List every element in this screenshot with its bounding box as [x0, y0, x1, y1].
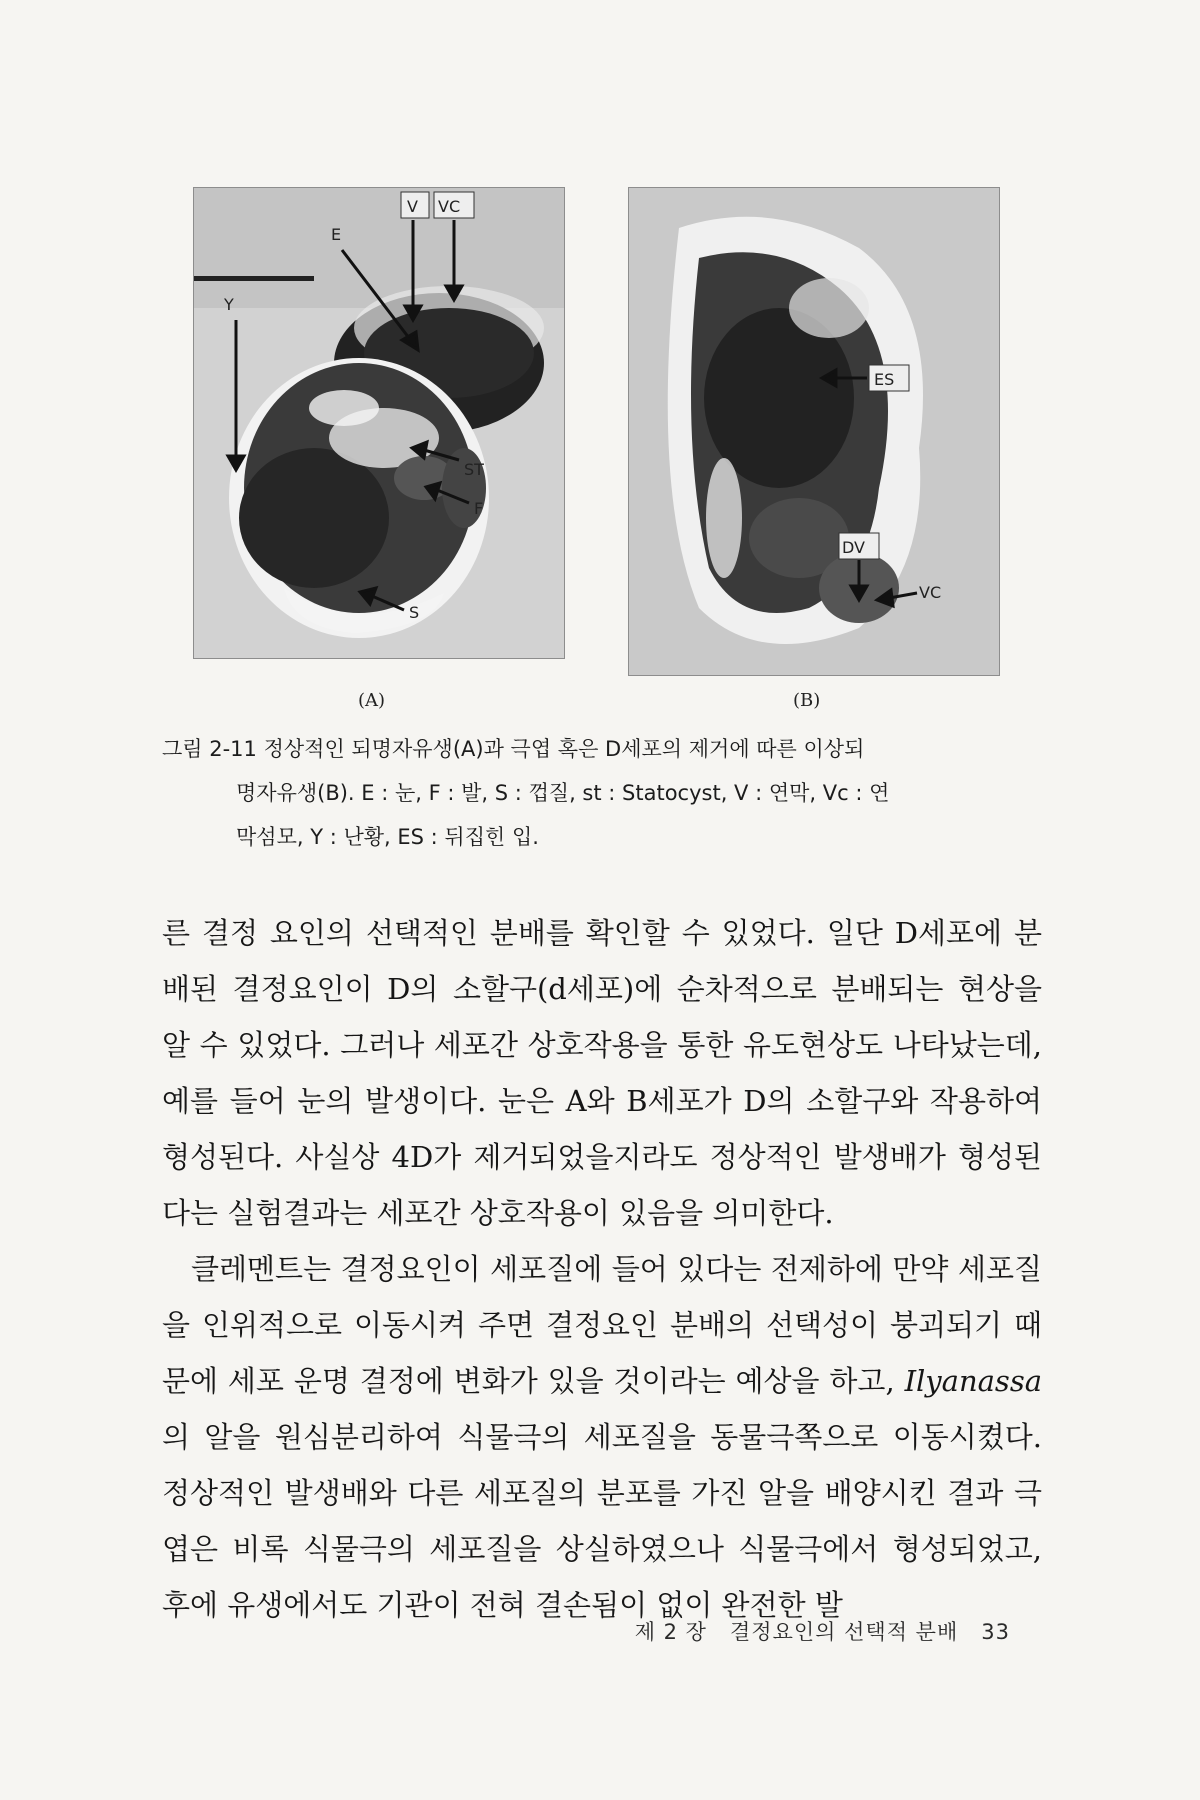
label-y: Y	[224, 295, 234, 314]
figure-photo-b	[628, 187, 1000, 676]
label-dv: DV	[842, 538, 865, 557]
page-footer	[590, 1616, 1010, 1646]
label-f: F	[474, 499, 484, 518]
larva-photo-a	[194, 188, 564, 658]
page-number: 33	[981, 1620, 1010, 1644]
label-v: V	[407, 197, 418, 216]
panel-a-label: (A)	[358, 690, 386, 711]
paragraph-2-start: 클레멘트는 결정요인이 세포질에 들어 있다는 전제하에 만약 세포질을 인위적으로 이동시켜 주면 결정요인 분배의 선택성이 붕괴되기 때문에 세포 운명 결정에 변화가 있을 것이라는 예상을 하고,	[162, 1252, 1042, 1398]
figure-caption	[162, 727, 1042, 859]
label-s: S	[409, 603, 420, 622]
paragraph-2	[162, 1241, 1042, 1633]
larva-photo-b	[629, 188, 999, 675]
paragraph-2-end: 의 알을 원심분리하여 식물극의 세포질을 동물극쪽으로 이동시켰다. 정상적인 발생배와 다른 세포질의 분포를 가진 알을 배양시킨 결과 극엽은 비록 식물극의 세포질을 상실하였으나 식물극에서 형성되었고, 후에 유생에서도 기관이 전혀 결손됨이 없이 완전한 발	[162, 1420, 1042, 1622]
footer-chapter: 제 2 장	[634, 1620, 707, 1644]
panel-b-label: (B)	[793, 690, 821, 711]
label-vc-b: VC	[919, 583, 942, 602]
label-vc: VC	[438, 197, 461, 216]
caption-line-2: 명자유생(B). E : 눈, F : 발, S : 껍질, st : Statocyst, V : 연막, Vc : 연	[236, 781, 890, 805]
label-e: E	[331, 225, 342, 244]
label-es: ES	[874, 370, 895, 389]
footer-title: 결정요인의 선택적 분배	[730, 1620, 959, 1644]
caption-line-1: 그림 2-11 정상적인 되명자유생(A)과 극엽 혹은 D세포의 제거에 따른 이상되	[162, 737, 865, 761]
caption-line-3: 막섬모, Y : 난황, ES : 뒤집힌 입.	[236, 825, 539, 849]
paragraph-1: 른 결정 요인의 선택적인 분배를 확인할 수 있었다. 일단 D세포에 분배된 결정요인이 D의 소할구(d세포)에 순차적으로 분배되는 현상을 알 수 있었다. 그러나 세포간 상호작용을 통한 유도현상도 나타났는데, 예를 들어 눈의 발생이다. 눈은 A와 B세포가 D의 소할구와 작용하여 형성된다. 사실상 4D가 제거되었을지라도 정상적인 발생배가 형성된다는 실험결과는 세포간 상호작용이 있음을 의미한다.	[162, 916, 1042, 1230]
paragraph-2-species: Ilyanassa	[904, 1364, 1042, 1398]
body-text	[162, 905, 1042, 1633]
figure-photo-a	[193, 187, 565, 659]
label-st: ST	[464, 460, 484, 479]
